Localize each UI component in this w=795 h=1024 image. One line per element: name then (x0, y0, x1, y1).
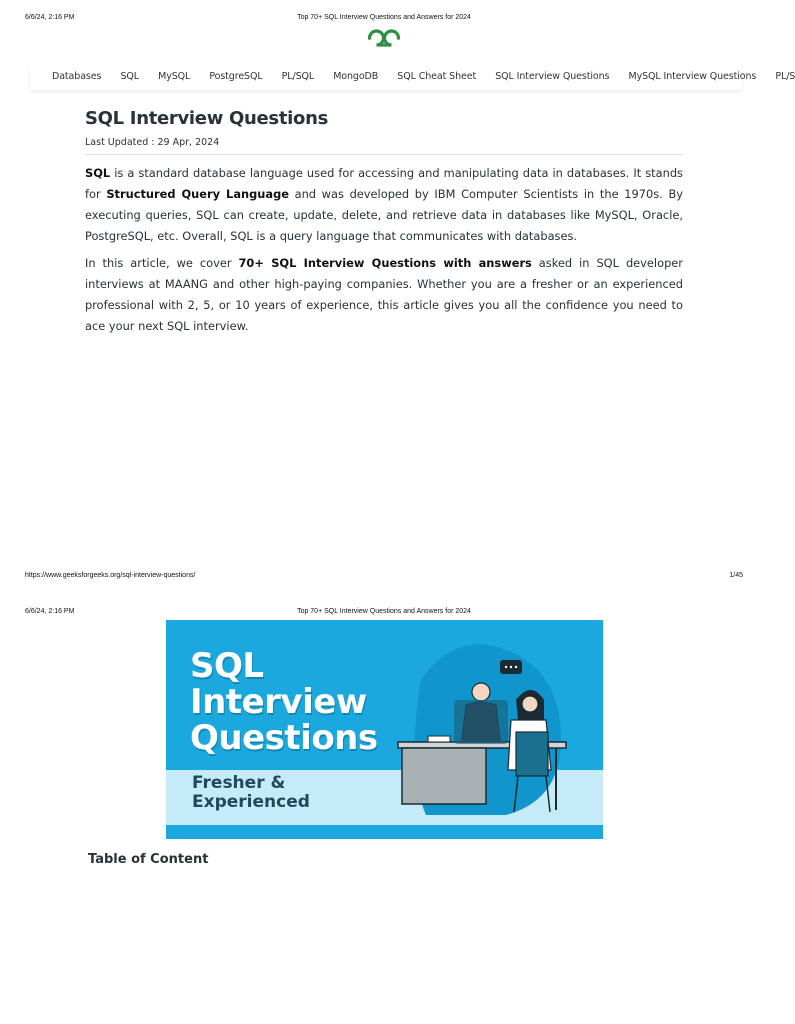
sql-interview-banner-image (166, 620, 603, 839)
print-datetime: 6/6/24, 2:16 PM (25, 14, 75, 21)
nav-item-postgresql[interactable]: PostgreSQL (209, 71, 263, 82)
banner-line-1: SQL (190, 646, 264, 686)
last-updated: Last Updated : 29 Apr, 2024 (85, 137, 683, 155)
banner-sub-1: Fresher & (192, 773, 286, 793)
article-body (85, 108, 683, 343)
structured-query-language-term: Structured Query Language (106, 187, 289, 201)
print-doc-title: Top 70+ SQL Interview Questions and Answers for 2024 (297, 608, 471, 615)
intro-text-2: and was developed by IBM Computer Scientists in the 1970s. By executing queries, SQL can create, update, delete, and retrieve data in databases like MySQL, Oracle, PostgreSQL, etc. Overall, SQL is a query language that communicates with databases. (85, 187, 683, 243)
top-nav-bar (30, 64, 795, 90)
nav-item-plsql[interactable]: PL/SQL (281, 71, 315, 82)
table-of-content-heading: Table of Content (88, 852, 209, 867)
banner-heading (190, 648, 378, 756)
geeksforgeeks-logo-icon[interactable] (364, 33, 404, 57)
print-doc-title: Top 70+ SQL Interview Questions and Answers for 2024 (297, 14, 471, 21)
article-title: SQL Interview Questions (85, 108, 329, 129)
print-page-number: 1/45 (729, 572, 743, 579)
nav-item-pls-truncated[interactable]: PL/S (775, 71, 795, 82)
questions-count-term: 70+ SQL Interview Questions with answers (238, 256, 532, 270)
intro-paragraph (85, 163, 683, 247)
banner-sub-2: Experienced (192, 792, 310, 812)
banner-line-2: Interview (190, 682, 367, 722)
coverage-text-2: asked in SQL developer interviews at MAANG and other high-paying companies. Whether you are a fresher or an experienced professional with 2, 5, or 10 years of experience, this article gives you all the confidence you need to ace your next SQL interview. (85, 256, 683, 333)
banner-line-3: Questions (190, 718, 378, 758)
nav-item-databases[interactable]: Databases (52, 71, 102, 82)
nav-item-sql-cheat-sheet[interactable]: SQL Cheat Sheet (397, 71, 477, 82)
print-url: https://www.geeksforgeeks.org/sql-interview-questions/ (25, 572, 196, 579)
sql-term: SQL (85, 166, 111, 180)
banner-subtitle (192, 774, 310, 812)
nav-item-sql[interactable]: SQL (120, 71, 139, 82)
nav-item-sql-interview-questions[interactable]: SQL Interview Questions (495, 71, 610, 82)
intro-text-1: is a standard database language used for accessing and manipulating data in databases. It stands for (85, 166, 683, 201)
coverage-paragraph (85, 253, 683, 337)
print-datetime: 6/6/24, 2:16 PM (25, 608, 75, 615)
nav-item-mysql-interview-questions[interactable]: MySQL Interview Questions (628, 71, 757, 82)
coverage-text-1: In this article, we cover (85, 256, 239, 270)
nav-item-mysql[interactable]: MySQL (158, 71, 191, 82)
nav-item-mongodb[interactable]: MongoDB (333, 71, 379, 82)
